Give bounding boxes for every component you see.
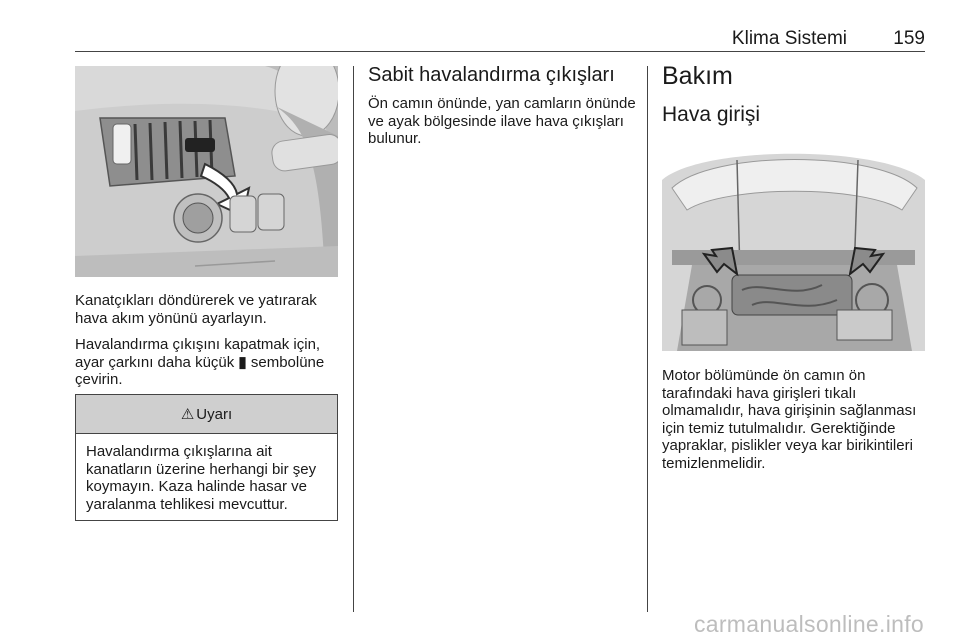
engine-bay-illustration <box>662 140 925 351</box>
watermark: carmanualsonline.info <box>693 611 924 637</box>
paragraph-air-intake: Motor bölümünde ön camın ön tarafındaki hava girişleri tıkalı olmamalıdır, hava girişinin sağlanması için temiz tutulmalıdır. Gerektiğinde yapraklar, pislikler veya kar birikintileri temizlenmelidir. <box>662 367 917 472</box>
page-number: 159 <box>893 28 925 49</box>
section-heading-maintenance: Bakım <box>662 62 733 90</box>
right-column-text <box>662 367 930 473</box>
paragraph-fixed-vents: Ön camın önünde, yan camların önünde ve ayak bölgesinde ilave hava çıkışları bulunur. <box>368 95 636 148</box>
column-divider-2 <box>647 66 648 612</box>
column-divider-1 <box>353 66 354 612</box>
warning-title: Uyarı <box>196 405 233 423</box>
middle-column <box>368 64 640 148</box>
section-heading-fixed-vents: Sabit havalandırma çıkışları <box>368 64 615 86</box>
warning-text: Havalandırma çıkışlarına ait kanatların üzerine herhangi bir şey koymayın. Kaza halinde hasar ve yaralanma tehlikesi mevcuttur. <box>86 443 317 513</box>
header-rule <box>75 51 925 52</box>
warning-box <box>75 394 338 521</box>
paragraph-vent-close-text-2: sembolüne çevirin. <box>75 353 325 389</box>
page-header <box>75 28 925 50</box>
section-title: Klima Sistemi <box>731 28 847 49</box>
paragraph-vent-close-text-1: Havalandırma çıkışını kapatmak için, ayar çarkını daha küçük <box>75 336 321 371</box>
subheading-air-intake: Hava girişi <box>662 103 761 126</box>
warning-triangle-icon: ⚠ <box>180 406 195 423</box>
air-vent-illustration <box>75 66 338 277</box>
engine-bay-drawing <box>662 140 925 351</box>
right-column <box>662 62 928 127</box>
small-symbol-icon: ▮ <box>238 353 247 371</box>
warning-header <box>76 395 337 434</box>
air-vent-drawing <box>75 66 338 277</box>
paragraph-vent-close <box>75 336 341 389</box>
left-column-text <box>75 292 341 389</box>
paragraph-vane-adjust: Kanatçıkları döndürerek ve yatırarak hava akım yönünü ayarlayın. <box>75 292 317 327</box>
